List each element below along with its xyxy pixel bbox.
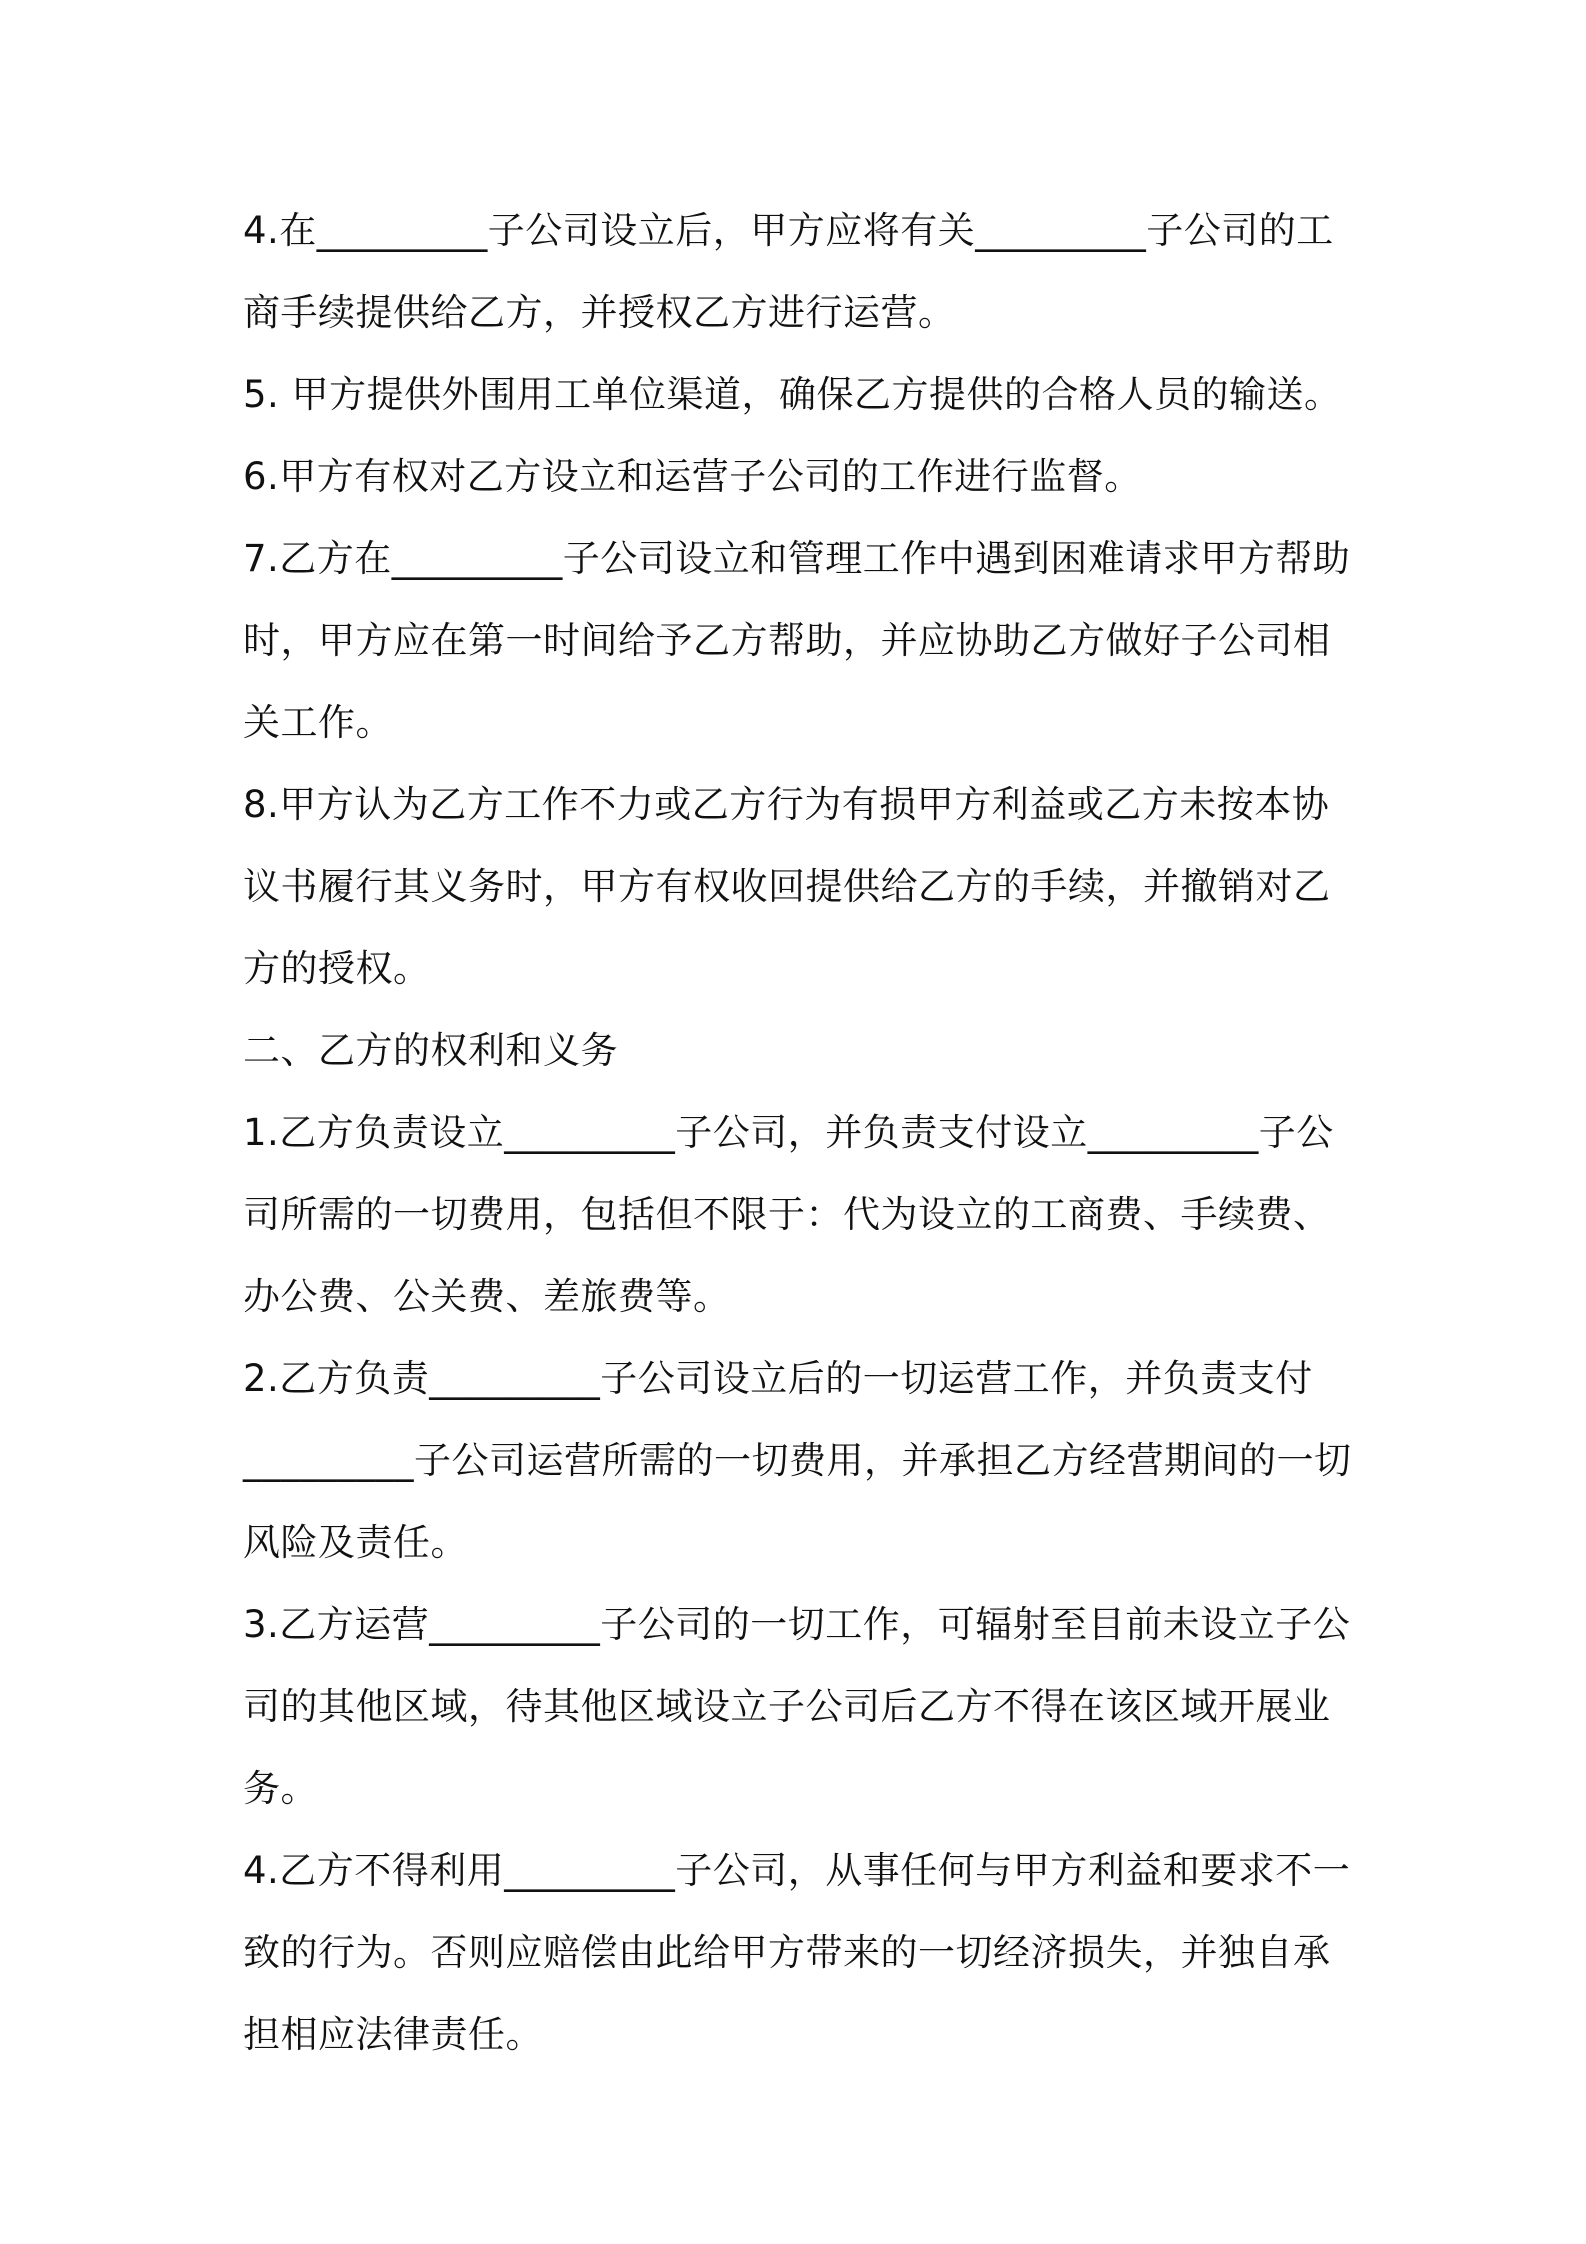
clause-a7: 7.乙方在_________子公司设立和管理工作中遇到困难请求甲方帮助时，甲方应在第一时间给予乙方帮助，并应协助乙方做好子公司相关工作。 [243, 537, 1351, 744]
section-heading-party-b: 二、乙方的权利和义务 [243, 1029, 618, 1072]
clause-b4: 4.乙方不得利用_________子公司，从事任何与甲方利益和要求不一致的行为。否则应赔偿由此给甲方带来的一切经济损失，并独自承担相应法律责任。 [243, 1849, 1351, 2056]
clause-a8: 8.甲方认为乙方工作不力或乙方行为有损甲方利益或乙方未按本协议书履行其义务时，甲方有权收回提供给乙方的手续，并撤销对乙方的授权。 [243, 783, 1331, 990]
clause-b3: 3.乙方运营_________子公司的一切工作，可辐射至目前未设立子公司的其他区域，待其他区域设立子公司后乙方不得在该区域开展业务。 [243, 1603, 1351, 1810]
clause-b1: 1.乙方负责设立_________子公司，并负责支付设立_________子公司所需的一切费用，包括但不限于：代为设立的工商费、手续费、办公费、公关费、差旅费等。 [243, 1111, 1334, 1318]
clause-a5: 5. 甲方提供外围用工单位渠道，确保乙方提供的合格人员的输送。 [243, 373, 1342, 416]
clause-a4: 4.在_________子公司设立后，甲方应将有关_________子公司的工商手续提供给乙方，并授权乙方进行运营。 [243, 209, 1334, 334]
document-body [243, 190, 1363, 2076]
clause-b2: 2.乙方负责_________子公司设立后的一切运营工作，并负责支付_________子公司运营所需的一切费用，并承担乙方经营期间的一切风险及责任。 [243, 1357, 1352, 1564]
clause-a6: 6.甲方有权对乙方设立和运营子公司的工作进行监督。 [243, 455, 1142, 498]
